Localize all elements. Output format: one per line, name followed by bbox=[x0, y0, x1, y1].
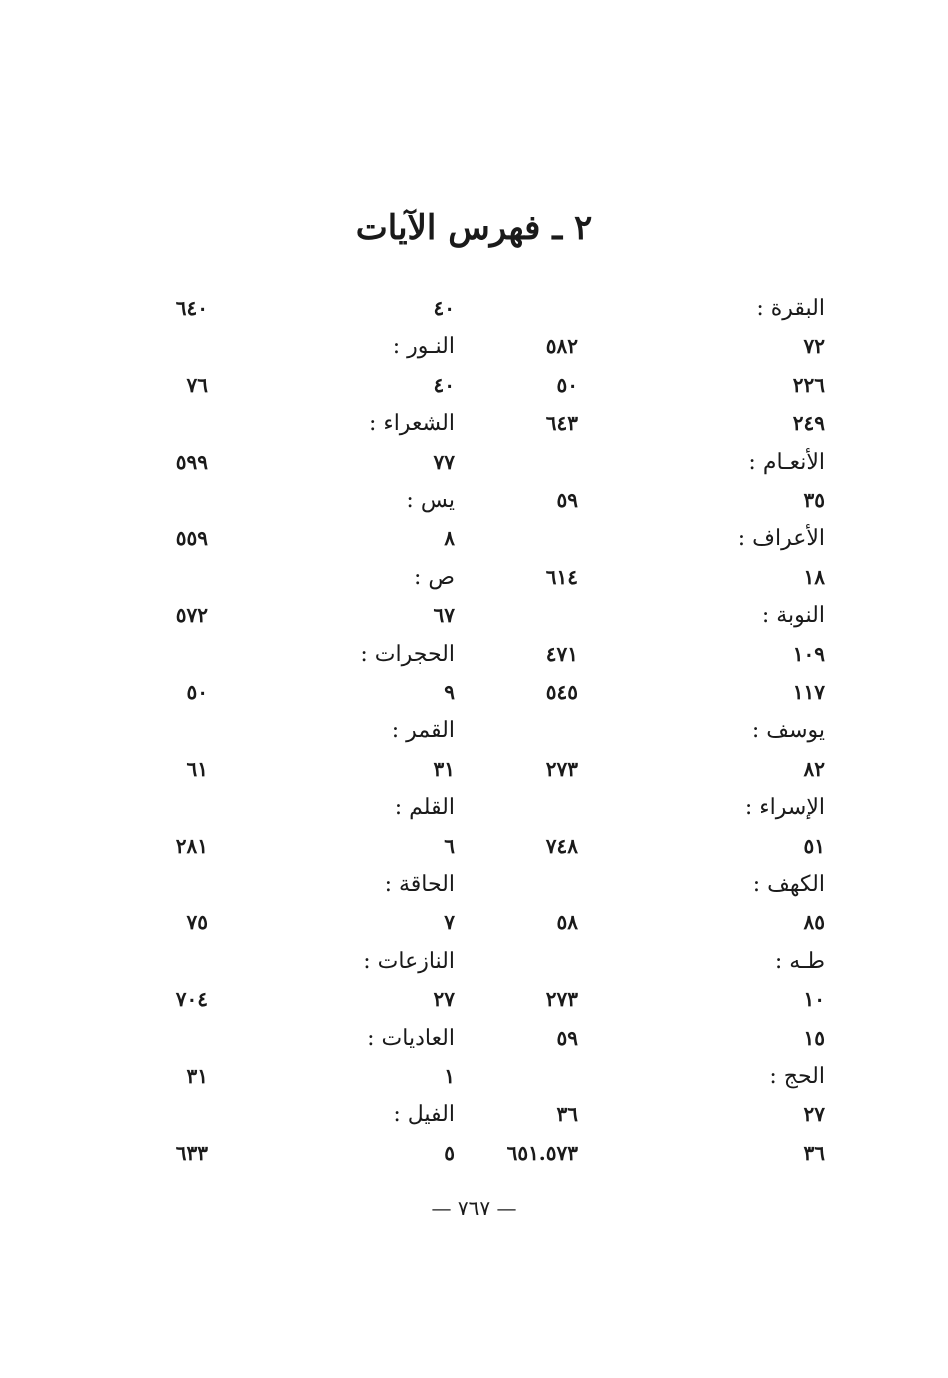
verse-entry: ٢٤٩ bbox=[792, 411, 825, 436]
verse-entry: ٥ bbox=[444, 1140, 455, 1165]
verse-entry: ٢٧ bbox=[803, 1102, 825, 1127]
verse-entry: ٤٠ bbox=[433, 372, 455, 397]
surah-heading: الحج : bbox=[769, 1064, 825, 1089]
verse-entry: ٥٠ bbox=[186, 680, 208, 704]
verse-entry: ٦ bbox=[444, 833, 455, 858]
verse-entry: ٧ bbox=[444, 910, 455, 935]
verse-entry: ٥٩ bbox=[556, 488, 578, 512]
verse-entry: ٤٧١ bbox=[545, 641, 578, 666]
verse-entry: ٢٢٦ bbox=[792, 372, 825, 397]
verse-entry: ٦١ bbox=[186, 756, 208, 781]
verse-entry: ٥٨ bbox=[556, 910, 578, 935]
verse-entry: ٧٦ bbox=[186, 372, 208, 397]
verse-entry: ٢٨١ bbox=[175, 833, 208, 858]
surah-heading: القمر : bbox=[391, 718, 455, 744]
verse-entry: ١٨ bbox=[803, 564, 825, 589]
page-title: ٢ ـ فهرس الآيات bbox=[355, 208, 593, 248]
surah-heading: العاديات : bbox=[367, 1025, 455, 1051]
verse-entry: ٩ bbox=[444, 680, 455, 704]
surah-heading: يس : bbox=[406, 488, 455, 513]
surah-heading: الحجرات : bbox=[360, 641, 455, 667]
verse-entry: ٤٠ bbox=[433, 296, 455, 320]
surah-heading: طـه : bbox=[774, 948, 825, 974]
verse-entry: ٧٧ bbox=[433, 449, 455, 474]
verse-entry: ٦١٤ bbox=[545, 564, 578, 589]
verse-entry: ٦٥١.٥٧٣ bbox=[506, 1140, 578, 1165]
verse-entry: ١٥ bbox=[803, 1025, 825, 1050]
surah-heading: يوسف : bbox=[751, 718, 825, 744]
verse-entry: ٥٩ bbox=[556, 1025, 578, 1050]
surah-heading: الإسراء : bbox=[744, 795, 825, 821]
verse-entry: ٢٧٣ bbox=[545, 987, 578, 1012]
verse-entry: ٥١ bbox=[803, 833, 825, 858]
verse-entry: ٢٧ bbox=[433, 987, 455, 1012]
verse-entry: ٣٦ bbox=[556, 1102, 578, 1127]
verse-entry: ٨٢ bbox=[803, 756, 825, 781]
verse-entry: ٥٨٢ bbox=[545, 334, 578, 359]
surah-heading: النوبة : bbox=[761, 603, 825, 629]
verse-entry: ٦٤٣ bbox=[545, 411, 578, 436]
surah-heading: الأنعـام : bbox=[748, 449, 825, 475]
verse-entry: ٧٠٤ bbox=[175, 987, 208, 1012]
verse-entry: ٣١ bbox=[186, 1064, 208, 1088]
verse-entry: ٣٥ bbox=[803, 488, 825, 512]
verse-entry: ٥٠ bbox=[556, 372, 578, 397]
verse-entry: ٣٦ bbox=[803, 1140, 825, 1165]
verse-entry: ٦٧ bbox=[433, 603, 455, 628]
surah-heading: ص : bbox=[413, 564, 455, 590]
surah-heading: الأعراف : bbox=[737, 526, 825, 552]
surah-heading: الحاقة : bbox=[384, 872, 455, 897]
verse-entry: ٦٤٠ bbox=[175, 296, 208, 320]
surah-heading: الكهف : bbox=[752, 872, 825, 897]
verse-entry: ٥٩٩ bbox=[175, 449, 208, 474]
surah-heading: القلم : bbox=[394, 795, 455, 821]
verse-entry: ٥٥٩ bbox=[175, 526, 208, 551]
surah-heading: النازعات : bbox=[363, 948, 455, 974]
verse-entry: ٨٥ bbox=[803, 910, 825, 935]
verse-entry: ٨ bbox=[444, 526, 455, 551]
verse-entry: ٧٢ bbox=[803, 334, 825, 359]
surah-heading: البقرة : bbox=[756, 296, 825, 321]
verse-entry: ٥٧٢ bbox=[175, 603, 208, 628]
verse-entry: ٧٤٨ bbox=[545, 833, 578, 858]
page-number: — ٧٦٧ — bbox=[431, 1196, 517, 1220]
surah-heading: النـور : bbox=[392, 334, 455, 360]
verse-entry: ٧٥ bbox=[186, 910, 208, 935]
verse-entry: ١١٧ bbox=[792, 680, 825, 704]
verse-entry: ١٠ bbox=[803, 987, 825, 1012]
verse-entry: ١٠٩ bbox=[792, 641, 825, 666]
verse-entry: ١ bbox=[444, 1064, 455, 1088]
verse-entry: ٦٣٣ bbox=[175, 1140, 208, 1165]
verse-entry: ٥٤٥ bbox=[545, 680, 578, 704]
surah-heading: الشعراء : bbox=[368, 411, 455, 437]
verse-entry: ٣١ bbox=[433, 756, 455, 781]
surah-heading: الفيل : bbox=[393, 1102, 455, 1128]
verse-entry: ٢٧٣ bbox=[545, 756, 578, 781]
